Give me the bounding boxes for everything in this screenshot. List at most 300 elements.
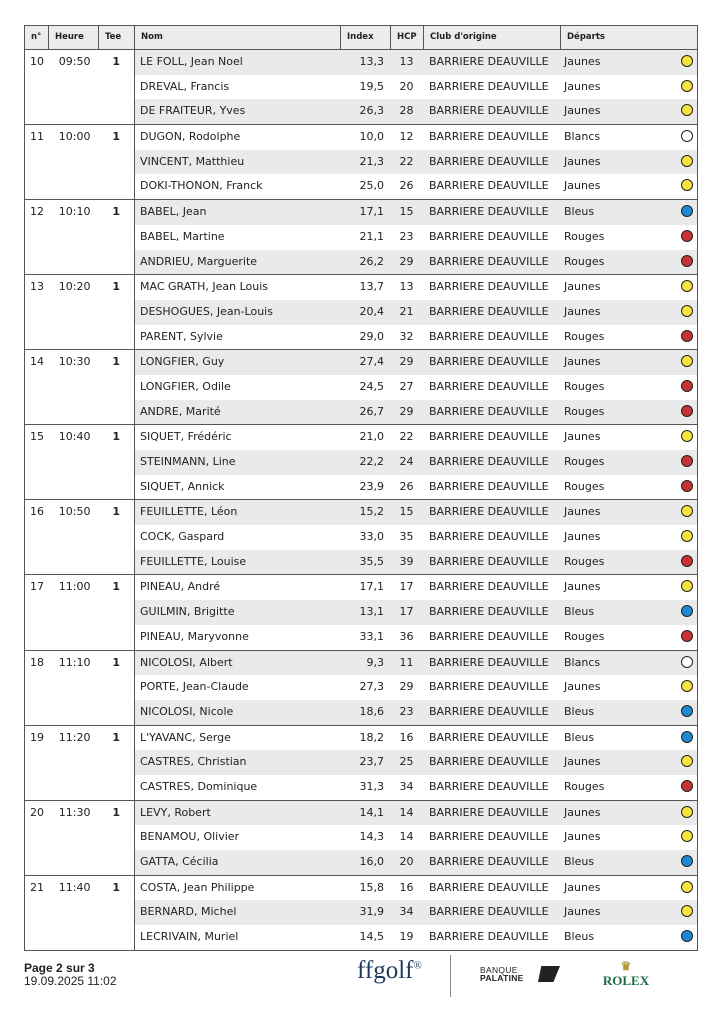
player-club: BARRIERE DEAUVILLE [429, 830, 549, 844]
player-index: 13,1 [359, 605, 384, 619]
player-hcp: 15 [399, 505, 414, 519]
player-name: LONGFIER, Odile [140, 379, 231, 393]
tee-group [25, 350, 697, 425]
table-row [135, 575, 697, 600]
tee-color-dot-icon [681, 480, 693, 492]
player-name: BENAMOU, Olivier [140, 830, 240, 844]
depart-color-cell [660, 525, 697, 550]
tee-color-dot-icon [681, 881, 693, 893]
table-row [135, 50, 697, 75]
group-number: 19 [30, 730, 44, 744]
player-index: 14,5 [359, 930, 384, 944]
player-club: BARRIERE DEAUVILLE [429, 629, 549, 643]
banque-palatine-text-2: PALATINE [480, 973, 524, 983]
group-tee: 1 [112, 280, 121, 294]
group-tee: 1 [112, 505, 121, 519]
tee-group [25, 726, 697, 801]
player-name: DREVAL, Francis [140, 79, 230, 93]
player-hcp: 22 [399, 430, 414, 444]
player-hcp: 39 [399, 554, 414, 568]
player-index: 33,1 [359, 629, 384, 643]
player-index: 17,1 [359, 205, 384, 219]
player-hcp: 19 [399, 930, 414, 944]
depart-color-cell [660, 150, 697, 175]
ffgolf-logo [357, 957, 422, 985]
player-depart: Jaunes [564, 104, 601, 118]
player-hcp: 20 [399, 79, 414, 93]
player-hcp: 23 [399, 704, 414, 718]
player-hcp: 29 [399, 355, 414, 369]
player-club: BARRIERE DEAUVILLE [429, 254, 549, 268]
group-info [25, 425, 135, 499]
group-info [25, 275, 135, 349]
player-name: GATTA, Cécilia [140, 855, 219, 868]
tee-group [25, 200, 697, 275]
player-index: 9,3 [366, 655, 384, 669]
rolex-logo [596, 960, 656, 989]
table-row [135, 801, 697, 826]
player-index: 27,4 [359, 355, 384, 369]
group-info [25, 726, 135, 800]
tee-group [25, 50, 697, 125]
player-club: BARRIERE DEAUVILLE [429, 55, 549, 68]
banque-palatine-text-1: BANQUE [480, 965, 518, 975]
player-hcp: 16 [399, 730, 414, 744]
player-depart: Jaunes [564, 154, 601, 168]
tee-color-dot-icon [681, 580, 693, 592]
group-number: 15 [30, 430, 44, 444]
player-name: L'YAVANC, Serge [140, 730, 231, 744]
player-depart: Blancs [564, 655, 601, 669]
table-row [135, 726, 697, 751]
depart-color-cell [660, 500, 697, 525]
player-name: GUILMIN, Brigitte [140, 605, 235, 619]
tee-color-dot-icon [681, 430, 693, 442]
player-hcp: 23 [399, 229, 414, 243]
group-number: 14 [30, 355, 44, 369]
player-index: 10,0 [359, 130, 384, 144]
depart-color-cell [660, 350, 697, 375]
group-tee: 1 [112, 130, 121, 144]
group-time: 11:00 [58, 580, 91, 594]
group-tee: 1 [112, 880, 121, 894]
depart-color-cell [660, 275, 697, 300]
depart-color-cell [660, 75, 697, 100]
depart-color-cell [660, 375, 697, 400]
group-tee: 1 [112, 805, 121, 819]
player-name: LONGFIER, Guy [140, 355, 225, 369]
player-index: 16,0 [359, 855, 384, 868]
player-name: COSTA, Jean Philippe [140, 880, 255, 894]
depart-color-cell [660, 825, 697, 850]
player-name: COCK, Gaspard [140, 530, 225, 544]
tee-color-dot-icon [681, 755, 693, 767]
group-time: 10:40 [58, 430, 91, 444]
tee-color-dot-icon [681, 605, 693, 617]
depart-color-cell [660, 726, 697, 751]
header-tee: Tee [99, 26, 135, 49]
player-depart: Rouges [564, 229, 605, 243]
player-hcp: 25 [399, 755, 414, 769]
player-depart: Jaunes [564, 755, 601, 769]
player-club: BARRIERE DEAUVILLE [429, 404, 549, 418]
table-row [135, 651, 697, 676]
player-name: PORTE, Jean-Claude [140, 680, 249, 694]
depart-color-cell [660, 750, 697, 775]
header-nom: Nom [135, 26, 341, 49]
table-row [135, 200, 697, 225]
player-hcp: 28 [399, 104, 414, 118]
player-depart: Bleus [564, 855, 595, 868]
table-row [135, 625, 697, 650]
player-club: BARRIERE DEAUVILLE [429, 329, 549, 343]
player-name: VINCENT, Matthieu [140, 154, 245, 168]
table-row [135, 300, 697, 325]
group-time: 11:10 [58, 655, 91, 669]
table-row [135, 350, 697, 375]
player-name: ANDRIEU, Marguerite [140, 254, 258, 268]
group-info [25, 876, 135, 950]
depart-color-cell [660, 550, 697, 575]
player-name: LE FOLL, Jean Noel [140, 55, 243, 68]
tee-group [25, 651, 697, 726]
group-time: 10:30 [58, 355, 91, 369]
player-hcp: 34 [399, 779, 414, 793]
player-club: BARRIERE DEAUVILLE [429, 430, 549, 444]
table-row [135, 250, 697, 275]
depart-color-cell [660, 850, 697, 875]
player-hcp: 24 [399, 455, 414, 468]
tee-color-dot-icon [681, 380, 693, 392]
player-hcp: 32 [399, 329, 414, 343]
player-index: 26,2 [359, 254, 384, 268]
player-name: CASTRES, Christian [140, 755, 247, 769]
depart-color-cell [660, 625, 697, 650]
player-hcp: 29 [399, 404, 414, 418]
player-club: BARRIERE DEAUVILLE [429, 179, 549, 193]
table-row [135, 900, 697, 925]
player-depart: Jaunes [564, 304, 601, 318]
player-club: BARRIERE DEAUVILLE [429, 229, 549, 243]
player-club: BARRIERE DEAUVILLE [429, 605, 549, 619]
table-row [135, 475, 697, 500]
player-name: LECRIVAIN, Muriel [140, 930, 239, 944]
player-hcp: 27 [399, 379, 414, 393]
group-time: 09:50 [58, 55, 91, 68]
depart-color-cell [660, 400, 697, 425]
depart-color-cell [660, 600, 697, 625]
depart-color-cell [660, 50, 697, 75]
player-club: BARRIERE DEAUVILLE [429, 79, 549, 93]
tee-color-dot-icon [681, 855, 693, 867]
player-depart: Jaunes [564, 805, 601, 819]
player-club: BARRIERE DEAUVILLE [429, 505, 549, 519]
player-depart: Jaunes [564, 430, 601, 444]
player-club: BARRIERE DEAUVILLE [429, 205, 549, 219]
depart-color-cell [660, 651, 697, 676]
group-time: 10:10 [58, 205, 91, 219]
player-name: STEINMANN, Line [140, 455, 236, 468]
tee-color-dot-icon [681, 405, 693, 417]
player-club: BARRIERE DEAUVILLE [429, 304, 549, 318]
player-name: DUGON, Rodolphe [140, 130, 241, 144]
group-number: 11 [30, 130, 44, 144]
player-name: BERNARD, Michel [140, 905, 237, 919]
depart-color-cell [660, 300, 697, 325]
depart-color-cell [660, 876, 697, 901]
tee-color-dot-icon [681, 80, 693, 92]
group-number: 18 [30, 655, 44, 669]
player-name: CASTRES, Dominique [140, 779, 258, 793]
player-hcp: 26 [399, 479, 414, 493]
group-time: 10:50 [58, 505, 91, 519]
player-depart: Jaunes [564, 355, 601, 369]
group-number: 17 [30, 580, 44, 594]
player-index: 22,2 [359, 455, 384, 468]
player-index: 24,5 [359, 379, 384, 393]
tee-color-dot-icon [681, 680, 693, 692]
player-index: 17,1 [359, 580, 384, 594]
player-club: BARRIERE DEAUVILLE [429, 104, 549, 118]
group-tee: 1 [112, 730, 121, 744]
group-tee: 1 [112, 55, 121, 68]
player-club: BARRIERE DEAUVILLE [429, 704, 549, 718]
player-depart: Rouges [564, 455, 605, 468]
group-info [25, 125, 135, 199]
table-row [135, 275, 697, 300]
player-club: BARRIERE DEAUVILLE [429, 880, 549, 894]
footer-info [24, 962, 117, 988]
player-index: 14,3 [359, 830, 384, 844]
player-name: MAC GRATH, Jean Louis [140, 280, 269, 294]
player-name: BABEL, Martine [140, 229, 225, 243]
group-time: 10:20 [58, 280, 91, 294]
table-row [135, 400, 697, 425]
group-number: 12 [30, 205, 44, 219]
player-depart: Rouges [564, 404, 605, 418]
player-index: 26,7 [359, 404, 384, 418]
player-hcp: 35 [399, 530, 414, 544]
tee-color-dot-icon [681, 731, 693, 743]
group-info [25, 50, 135, 124]
player-hcp: 16 [399, 880, 414, 894]
table-row [135, 75, 697, 100]
depart-color-cell [660, 700, 697, 725]
depart-color-cell [660, 250, 697, 275]
footer-divider [450, 955, 451, 997]
player-hcp: 13 [399, 55, 414, 68]
table-body [25, 50, 697, 951]
player-club: BARRIERE DEAUVILLE [429, 755, 549, 769]
depart-color-cell [660, 125, 697, 150]
depart-color-cell [660, 675, 697, 700]
tee-color-dot-icon [681, 505, 693, 517]
depart-color-cell [660, 200, 697, 225]
player-depart: Rouges [564, 629, 605, 643]
tee-color-dot-icon [681, 930, 693, 942]
player-depart: Jaunes [564, 55, 601, 68]
tee-color-dot-icon [681, 705, 693, 717]
depart-color-cell [660, 925, 697, 950]
player-hcp: 15 [399, 205, 414, 219]
table-row [135, 750, 697, 775]
player-club: BARRIERE DEAUVILLE [429, 930, 549, 944]
player-index: 23,7 [359, 755, 384, 769]
player-index: 21,3 [359, 154, 384, 168]
tee-color-dot-icon [681, 179, 693, 191]
tee-group [25, 125, 697, 200]
group-info [25, 350, 135, 424]
player-name: DE FRAITEUR, Yves [140, 104, 246, 118]
player-club: BARRIERE DEAUVILLE [429, 154, 549, 168]
player-name: PINEAU, André [140, 580, 221, 594]
player-depart: Bleus [564, 605, 595, 619]
group-tee: 1 [112, 430, 121, 444]
player-name: PARENT, Sylvie [140, 329, 223, 343]
header-departs: Départs [567, 32, 605, 42]
table-row [135, 500, 697, 525]
table-row [135, 174, 697, 199]
tee-color-dot-icon [681, 555, 693, 567]
table-row [135, 225, 697, 250]
player-index: 27,3 [359, 680, 384, 694]
print-datetime: 19.09.2025 11:02 [24, 974, 117, 988]
player-hcp: 17 [399, 605, 414, 619]
tee-color-dot-icon [681, 656, 693, 668]
player-club: BARRIERE DEAUVILLE [429, 730, 549, 744]
header-club: Club d'origine [424, 26, 561, 49]
group-tee: 1 [112, 355, 121, 369]
group-info [25, 801, 135, 875]
player-index: 13,7 [359, 280, 384, 294]
group-tee: 1 [112, 655, 121, 669]
player-index: 25,0 [359, 179, 384, 193]
player-index: 14,1 [359, 805, 384, 819]
table-row [135, 825, 697, 850]
player-depart: Jaunes [564, 830, 601, 844]
crown-icon: ♛ [620, 959, 632, 973]
depart-color-cell [660, 425, 697, 450]
depart-color-cell [660, 775, 697, 800]
table-row [135, 450, 697, 475]
player-hcp: 22 [399, 154, 414, 168]
header-n: n° [25, 26, 49, 49]
player-depart: Bleus [564, 704, 595, 718]
player-index: 15,2 [359, 505, 384, 519]
player-depart: Rouges [564, 554, 605, 568]
player-club: BARRIERE DEAUVILLE [429, 379, 549, 393]
player-club: BARRIERE DEAUVILLE [429, 455, 549, 468]
player-index: 31,9 [359, 905, 384, 919]
player-index: 15,8 [359, 880, 384, 894]
player-name: FEUILLETTE, Léon [140, 505, 238, 519]
player-depart: Rouges [564, 329, 605, 343]
group-time: 11:20 [58, 730, 91, 744]
tee-group [25, 275, 697, 350]
player-hcp: 34 [399, 905, 414, 919]
group-tee: 1 [112, 205, 121, 219]
player-depart: Blancs [564, 130, 601, 144]
banque-palatine-mark-icon [538, 966, 560, 982]
depart-color-cell [660, 900, 697, 925]
group-info [25, 575, 135, 649]
player-hcp: 14 [399, 830, 414, 844]
player-depart: Bleus [564, 205, 595, 219]
player-depart: Jaunes [564, 79, 601, 93]
table-header [25, 26, 697, 50]
table-row [135, 925, 697, 950]
player-club: BARRIERE DEAUVILLE [429, 680, 549, 694]
player-name: ANDRE, Marité [140, 404, 221, 418]
depart-color-cell [660, 225, 697, 250]
tee-color-dot-icon [681, 530, 693, 542]
player-club: BARRIERE DEAUVILLE [429, 779, 549, 793]
player-name: BABEL, Jean [140, 205, 207, 219]
player-hcp: 36 [399, 629, 414, 643]
group-time: 11:30 [58, 805, 91, 819]
header-hcp: HCP [391, 26, 424, 49]
tee-color-dot-icon [681, 255, 693, 267]
tee-color-dot-icon [681, 280, 693, 292]
depart-color-cell [660, 99, 697, 124]
tee-color-dot-icon [681, 355, 693, 367]
table-row [135, 850, 697, 875]
player-depart: Jaunes [564, 179, 601, 193]
tee-color-dot-icon [681, 330, 693, 342]
player-hcp: 29 [399, 680, 414, 694]
group-number: 21 [30, 880, 44, 894]
player-name: DESHOGUES, Jean-Louis [140, 304, 273, 318]
player-hcp: 11 [399, 655, 414, 669]
group-info [25, 651, 135, 725]
player-depart: Rouges [564, 479, 605, 493]
player-depart: Rouges [564, 779, 605, 793]
player-index: 18,2 [359, 730, 384, 744]
tee-color-dot-icon [681, 155, 693, 167]
depart-color-cell [660, 801, 697, 826]
depart-color-cell [660, 450, 697, 475]
player-index: 23,9 [359, 479, 384, 493]
player-name: SIQUET, Annick [140, 479, 225, 493]
player-hcp: 20 [399, 855, 414, 868]
tee-group [25, 575, 697, 650]
player-hcp: 17 [399, 580, 414, 594]
group-number: 20 [30, 805, 44, 819]
tee-color-dot-icon [681, 205, 693, 217]
player-hcp: 13 [399, 280, 414, 294]
depart-color-cell [660, 174, 697, 199]
player-club: BARRIERE DEAUVILLE [429, 855, 549, 868]
player-depart: Rouges [564, 379, 605, 393]
player-club: BARRIERE DEAUVILLE [429, 805, 549, 819]
depart-color-cell [660, 325, 697, 350]
player-depart: Rouges [564, 254, 605, 268]
header-heure: Heure [49, 26, 99, 49]
player-depart: Jaunes [564, 905, 601, 919]
player-club: BARRIERE DEAUVILLE [429, 554, 549, 568]
tee-color-dot-icon [681, 104, 693, 116]
tee-times-table [24, 25, 698, 951]
table-row [135, 525, 697, 550]
player-index: 21,0 [359, 430, 384, 444]
player-index: 26,3 [359, 104, 384, 118]
player-hcp: 12 [399, 130, 414, 144]
table-row [135, 425, 697, 450]
tee-color-dot-icon [681, 806, 693, 818]
table-row [135, 675, 697, 700]
registered-icon: ® [413, 959, 422, 972]
player-index: 18,6 [359, 704, 384, 718]
